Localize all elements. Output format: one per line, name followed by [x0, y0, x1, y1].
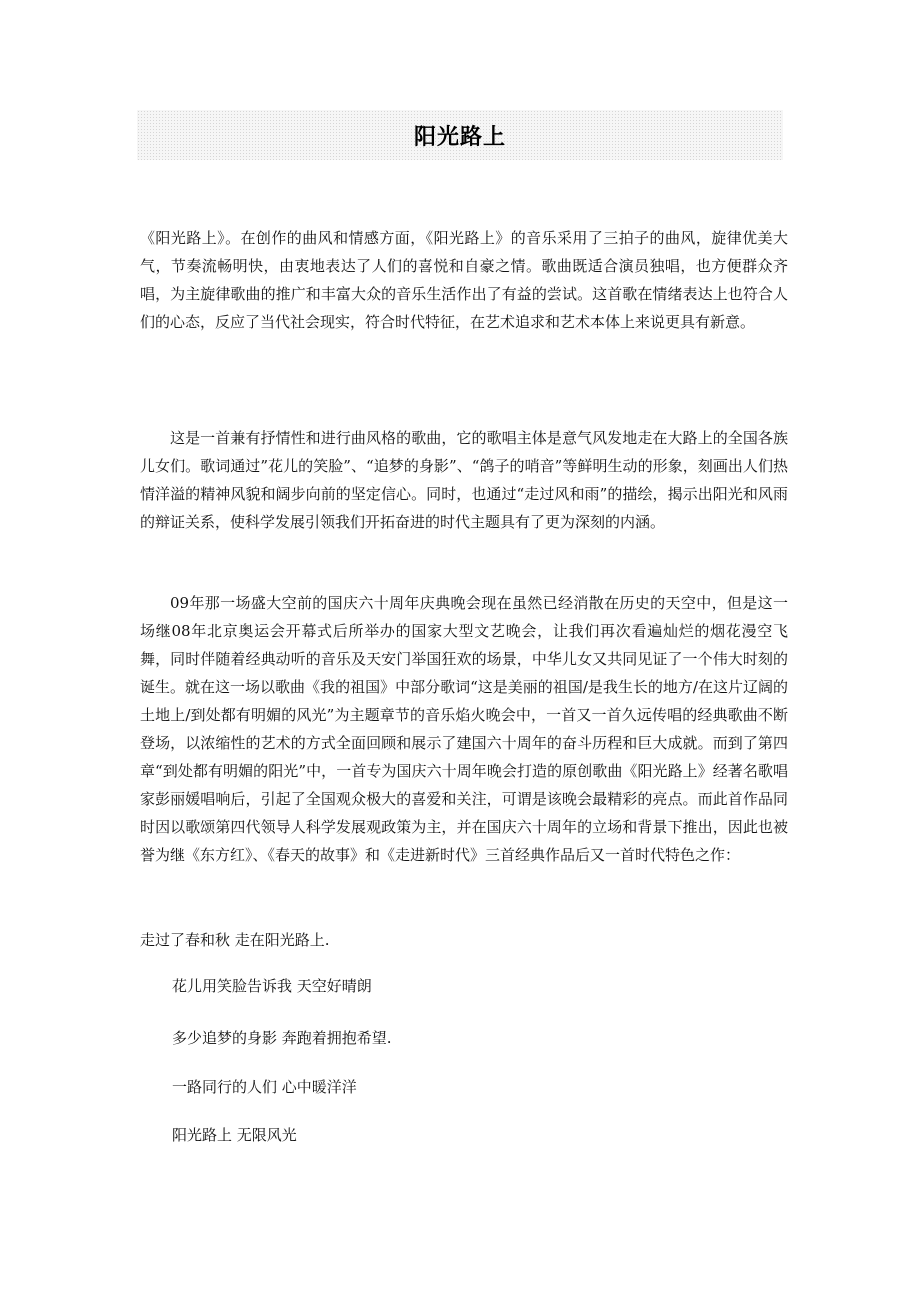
- lyric-line: 一路同行的人们 心中暖洋洋: [172, 1078, 357, 1096]
- lyric-line: 花儿用笑脸告诉我 天空好晴朗: [172, 977, 372, 995]
- paragraph-intro: 《阳光路上》。在创作的曲风和情感方面，《阳光路上》的音乐采用了三拍子的曲风，旋律优美大气，节奏流畅明快，由衷地表达了人们的喜悦和自豪之情。歌曲既适合演员独唱，也方便群众齐唱，为主旋律歌曲的推广和丰富大众的音乐生活作出了有益的尝试。这首歌在情绪表达上也符合人们的心态，反应了当代社会现实，符合时代特征，在艺术追求和艺术本体上来说更具有新意。: [140, 229, 788, 331]
- page-title: 阳光路上: [413, 124, 506, 150]
- lyric-line: 阳光路上 无限风光: [172, 1126, 297, 1144]
- lyric-line: 多少追梦的身影 奔跑着拥抱希望.: [172, 1029, 392, 1047]
- paragraph-style: 这是一首兼有抒情性和进行曲风格的歌曲，它的歌唱主体是意气风发地走在大路上的全国各族儿女们。歌词通过”花儿的笑脸”、“追梦的身影”、“鸽子的哨音”等鲜明生动的形象，刻画出人们热情洋溢的精神风貌和阔步向前的坚定信心。同时，也通过“走过风和雨”的描绘，揭示出阳光和风雨的辩证关系，使科学发展引领我们开拓奋进的时代主题具有了更为深刻的内涵。: [140, 429, 788, 531]
- lyric-line: 走过了春和秋 走在阳光路上.: [140, 931, 330, 949]
- title-band: [137, 110, 783, 160]
- paragraph-background: 09年那一场盛大空前的国庆六十周年庆典晚会现在虽然已经消散在历史的天空中，但是这一场继08年北京奥运会开幕式后所举办的国家大型文艺晚会，让我们再次看遍灿烂的烟花漫空飞舞，同时伴随着经典动听的音乐及天安门举国狂欢的场景，中华儿女又共同见证了一个伟大时刻的诞生。就在这一场以歌曲《我的祖国》中部分歌词“这是美丽的祖国/是我生长的地方/在这片辽阔的土地上/到处都有明媚的风光”为主题章节的音乐焰火晚会中，一首又一首久远传唱的经典歌曲不断登场，以浓缩性的艺术的方式全面回顾和展示了建国六十周年的奋斗历程和巨大成就。而到了第四章“到处都有明媚的阳光”中，一首专为国庆六十周年晚会打造的原创歌曲《阳光路上》经著名歌唱家彭丽媛唱响后，引起了全国观众极大的喜爱和关注，可谓是该晚会最精彩的亮点。而此首作品同时因以歌颂第四代领导人科学发展观政策为主，并在国庆六十周年的立场和背景下推出，因此也被誉为继《东方红》、《春天的故事》和《走进新时代》三首经典作品后又一首时代特色之作：: [140, 594, 788, 864]
